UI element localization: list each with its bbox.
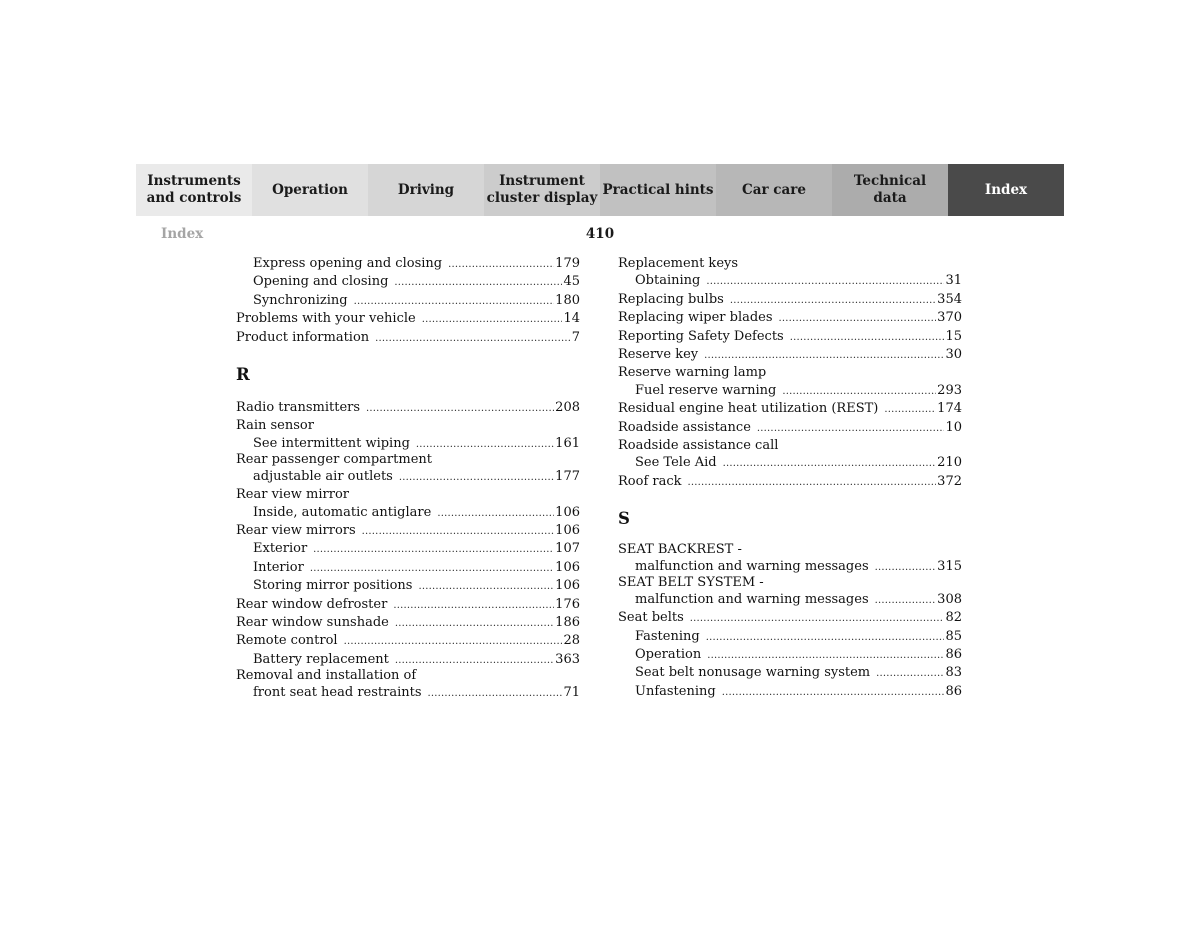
entry-text: Fastening [635,628,700,644]
chapter-tab-bar [136,164,1065,216]
page-reference[interactable]: 106 [555,559,580,575]
page-reference[interactable]: 86 [945,683,962,699]
dot-leader [723,455,937,472]
entry-text: Operation [635,646,702,662]
index-heading: Rear view mirror [236,487,349,503]
dot-leader [310,560,554,577]
entry-text: Seat belt nonusage warning system [635,665,871,681]
index-entry [618,609,962,627]
page-reference[interactable]: 106 [555,522,580,538]
tab-driving[interactable]: Driving [368,164,484,216]
dot-leader [422,311,563,328]
index-subentry [236,435,580,453]
entry-text: Roof rack [618,473,682,489]
dot-leader [790,329,945,346]
dot-leader [416,436,554,453]
index-column-right [618,255,962,701]
entry-text: malfunction and warning messages [635,591,869,607]
entry-text: Replacing bulbs [618,291,724,307]
index-subentry [236,684,580,702]
entry-text: Product information [236,329,370,345]
page-reference[interactable]: 10 [945,419,962,435]
index-subentry [618,628,962,646]
index-entry [236,632,580,650]
entry-text: Unfastening [635,683,716,699]
entry-text: Replacing wiper blades [618,310,773,326]
entry-text: Express opening and closing [253,256,443,271]
entry-text: Remote control [236,633,338,649]
page-reference[interactable]: 174 [937,401,962,417]
tab-operation[interactable]: Operation [252,164,368,216]
page-reference[interactable]: 363 [555,651,580,667]
index-subentry [236,504,580,522]
dot-leader [884,401,936,418]
dot-leader [362,523,555,540]
index-subentry [618,382,962,400]
page-reference[interactable]: 28 [563,633,580,649]
dot-leader [704,347,944,364]
index-entry [236,614,580,632]
tab-practical-hints[interactable]: Practical hints [600,164,716,216]
index-subentry [236,255,580,273]
tab-car-care[interactable]: Car care [716,164,832,216]
entry-text: Problems with your vehicle [236,311,416,327]
index-heading: SEAT BACKREST - [618,542,742,558]
dot-leader [393,597,554,614]
index-letter-heading: S [618,509,630,529]
index-heading: Rain sensor [236,418,314,434]
dot-leader [448,256,554,273]
dot-leader [875,592,937,609]
index-subentry [618,683,962,701]
dot-leader [690,610,945,627]
entry-text: Reporting Safety Defects [618,328,784,344]
page-reference[interactable]: 210 [937,455,962,471]
index-entry [236,329,580,347]
entry-text: Residual engine heat utilization (REST) [618,401,879,417]
dot-leader [395,652,554,669]
index-subentry [618,664,962,682]
index-entry [618,328,962,346]
dot-leader [730,292,936,309]
page-reference[interactable]: 179 [555,256,580,271]
page-reference[interactable]: 177 [555,468,580,484]
entry-text: adjustable air outlets [253,468,393,484]
dot-leader [375,330,571,347]
page-reference[interactable]: 83 [945,665,962,681]
dot-leader [706,273,944,290]
entry-text: Storing mirror positions [253,578,413,594]
index-subentry [618,591,962,609]
page-reference[interactable]: 176 [555,596,580,612]
index-subentry [236,577,580,595]
page-reference[interactable]: 82 [945,610,962,626]
tab-instruments-and-controls[interactable]: Instruments and controls [136,164,252,216]
entry-text: Roadside assistance [618,419,751,435]
dot-leader [344,633,563,650]
index-subentry [236,559,580,577]
dot-leader [875,559,937,576]
page-reference[interactable]: 7 [571,329,580,345]
entry-text: Exterior [253,541,308,557]
dot-leader [399,469,554,486]
page-reference[interactable]: 354 [937,291,962,307]
page-reference[interactable]: 86 [945,646,962,662]
page-reference[interactable]: 308 [937,591,962,607]
dot-leader [437,505,554,522]
dot-leader [757,420,945,437]
dot-leader [707,647,944,664]
index-column-left [236,255,580,702]
page-reference[interactable]: 85 [945,628,962,644]
dot-leader [395,615,554,632]
dot-leader [394,274,562,291]
dot-leader [418,578,554,595]
entry-text: Opening and closing [253,274,389,290]
index-heading: Removal and installation of [236,668,417,684]
dot-leader [706,629,945,646]
entry-text: malfunction and warning messages [635,558,869,574]
entry-text: Radio transmitters [236,400,361,416]
dot-leader [366,400,554,417]
entry-text: Synchronizing [253,292,348,308]
dot-leader [779,310,937,327]
page-number: 410 [585,226,615,242]
page-reference[interactable]: 186 [555,615,580,630]
page-reference[interactable]: 30 [945,347,962,363]
index-heading: SEAT BELT SYSTEM - [618,575,764,591]
page-reference[interactable]: 15 [945,328,962,344]
index-heading: Roadside assistance call [618,438,779,454]
dot-leader [782,383,936,400]
page-reference[interactable]: 180 [555,292,580,308]
index-subentry [236,273,580,291]
entry-text: front seat head restraints [253,684,422,700]
entry-text: Rear view mirrors [236,522,356,538]
index-heading: Replacement keys [618,256,739,271]
page-reference[interactable]: 372 [937,473,962,489]
entry-text: Rear window sunshade [236,615,389,630]
entry-text: Fuel reserve warning [635,382,777,398]
index-entry [618,309,962,327]
page-reference[interactable]: 107 [555,541,580,557]
index-subentry [618,646,962,664]
index-subentry [618,272,962,290]
page-reference[interactable]: 14 [563,311,580,327]
index-heading: Rear passenger compartment [236,452,432,468]
tab-technical-data[interactable]: Technical data [832,164,948,216]
page-reference[interactable]: 106 [555,578,580,594]
dot-leader [428,685,563,702]
index-entry [618,419,962,437]
entry-text: Interior [253,559,304,575]
entry-text: Inside, automatic antiglare [253,504,432,520]
index-subentry [236,292,580,310]
index-entry [618,291,962,309]
dot-leader [313,541,554,558]
tab-index-active[interactable]: Index [948,164,1064,216]
entry-text: Seat belts [618,610,684,626]
tab-instrument-cluster-display[interactable]: Instrument cluster display [484,164,600,216]
entry-text: Obtaining [635,273,701,289]
entry-text: Reserve key [618,347,699,363]
index-letter-heading: R [236,365,250,385]
index-entry [236,310,580,328]
dot-leader [688,474,937,491]
entry-text: See Tele Aid [635,455,717,471]
index-subentry [236,540,580,558]
page-reference[interactable]: 161 [555,435,580,451]
entry-text: Battery replacement [253,651,389,667]
index-entry [236,399,580,417]
dot-leader [722,684,945,701]
section-label: Index [161,226,204,242]
index-entry [618,400,962,418]
page-reference[interactable]: 293 [937,382,962,398]
entry-text: See intermittent wiping [253,435,410,451]
index-heading: Reserve warning lamp [618,365,767,381]
dot-leader [354,293,555,310]
page-reference[interactable]: 106 [555,504,580,520]
entry-text: Rear window defroster [236,596,388,612]
page-reference[interactable]: 71 [563,684,580,700]
page-reference[interactable]: 315 [937,558,962,574]
page-reference[interactable]: 208 [555,400,580,416]
index-subentry [236,651,580,669]
index-subentry [618,454,962,472]
index-subentry [618,558,962,576]
page-reference[interactable]: 31 [945,273,962,289]
dot-leader [876,665,944,682]
index-entry [236,522,580,540]
index-subentry [236,468,580,486]
page-reference[interactable]: 370 [937,310,962,326]
page-reference[interactable]: 45 [563,274,580,290]
index-entry [618,346,962,364]
index-entry [236,596,580,614]
index-entry [618,473,962,491]
